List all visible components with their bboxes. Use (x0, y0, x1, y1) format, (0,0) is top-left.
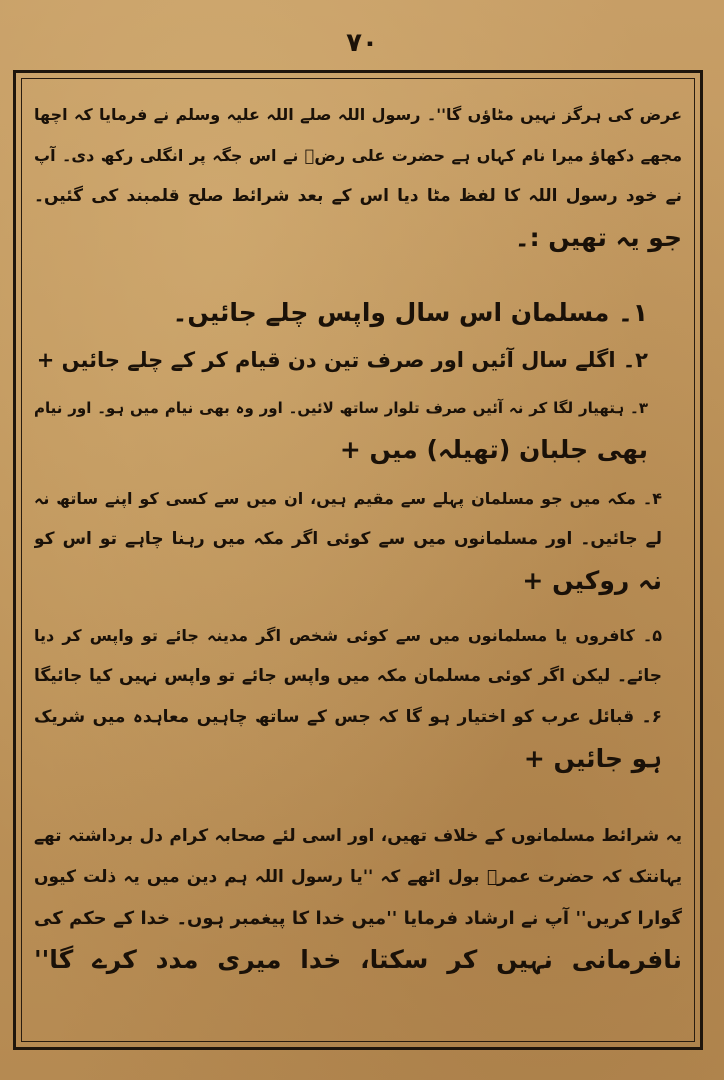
text-line: عرض کی ہرگز نہیں مٹاؤں گا''۔ رسول اللہ صلے اللہ علیہ وسلم نے فرمایا کہ اچھا (34, 105, 682, 124)
list-item: ۳۔ ہتھیار لگا کر نہ آئیں صرف تلوار ساتھ لائیں۔ اور وہ بھی نیام میں ہو۔ اور نیام (34, 399, 648, 417)
text-line: نہ روکیں + (522, 566, 662, 595)
list-item: ۶۔ قبائل عرب کو اختیار ہو گا کہ جس کے ساتھ چاہیں معاہدہ میں شریک (34, 707, 662, 727)
text-line: یہانتک کہ حضرت عمرؓ بول اٹھے کہ ''یا رسول اللہ ہم دین میں یہ ذلت کیوں (34, 867, 682, 887)
text-line: نافرمانی نہیں کر سکتا، خدا میری مدد کرے گا'' (34, 945, 682, 974)
text-line: جو یہ تھیں :۔ (514, 223, 682, 252)
conditions-list (34, 292, 682, 779)
list-item: ۲۔ اگلے سال آئیں اور صرف تین دن قیام کر کے چلے جائیں + (36, 348, 648, 372)
list-item: ۱۔ مسلمان اس سال واپس چلے جائیں۔ (172, 298, 648, 327)
page-number: ۷۰ (346, 28, 378, 58)
text-line: ہو جائیں + (523, 744, 662, 773)
page-text-block (34, 88, 682, 1038)
list-item: ۴۔ مکہ میں جو مسلمان پہلے سے مقیم ہیں، ان میں سے کسی کو اپنے ساتھ نہ (34, 489, 662, 508)
text-line: مجھے دکھاؤ میرا نام کہاں ہے حضرت علی رضؓ نے اس جگہ پر انگلی رکھ دی۔ آپ (34, 146, 682, 165)
intro-paragraph (34, 94, 682, 258)
text-line: لے جائیں۔ اور مسلمانوں میں سے کوئی اگر مکہ میں رہنا چاہے تو اس کو (34, 529, 662, 549)
text-line: یہ شرائط مسلمانوں کے خلاف تھیں، اور اسی لئے صحابہ کرام دل برداشتہ تھے (34, 826, 682, 846)
text-line: گوارا کریں'' آپ نے ارشاد فرمایا ''میں خدا کا پیغمبر ہوں۔ خدا کے حکم کی (34, 908, 682, 929)
closing-paragraph (34, 816, 682, 980)
text-line: نے خود رسول اللہ کا لفظ مٹا دیا اس کے بعد شرائط صلح قلمبند کی گئیں۔ (34, 186, 682, 206)
text-line: بھی جلبان (تھیلہ) میں + (339, 435, 648, 464)
list-item: ۵۔ کافروں یا مسلمانوں میں سے کوئی شخص اگر مدینہ جائے تو واپس کر دیا (34, 626, 662, 645)
text-line: جائے۔ لیکن اگر کوئی مسلمان مکہ میں واپس جائے تو واپس نہیں کیا جائیگا (34, 666, 662, 686)
